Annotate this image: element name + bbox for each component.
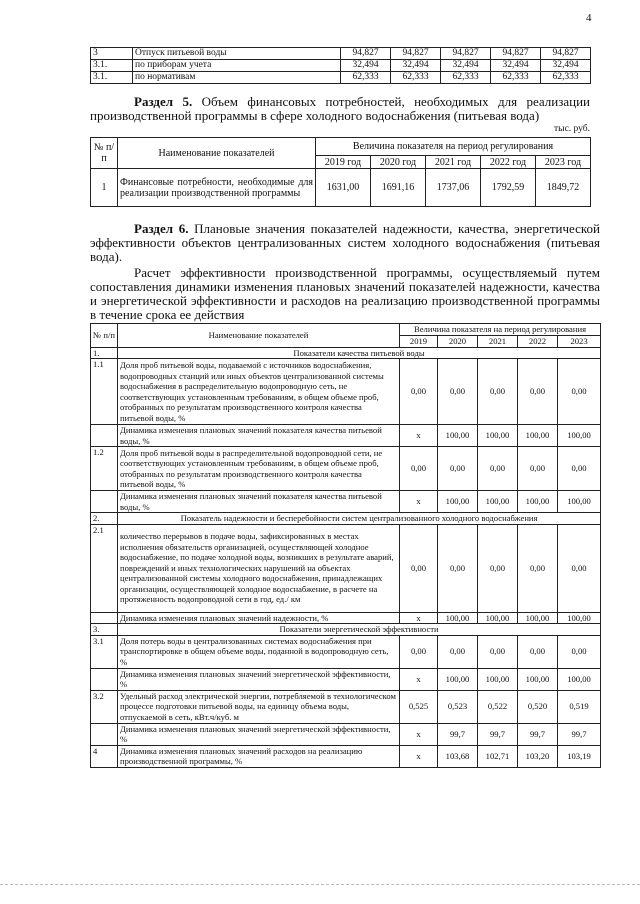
value-cell: 0,00: [400, 524, 438, 612]
section5-heading: Раздел 5. Объем финансовых потребностей, необходимых для реализации производственной программы в сфере холодного водоснабжения (питьевая вода): [90, 94, 590, 123]
row-num: [91, 612, 118, 624]
value-cell: 0,00: [558, 524, 601, 612]
table-row: [91, 635, 601, 668]
value-cell: 0,00: [400, 359, 438, 425]
section-title: Показатель надежности и бесперебойности систем централизованного холодного водоснабжения: [118, 513, 601, 525]
value-cell: 32,494: [491, 60, 541, 72]
table-row: [91, 359, 601, 425]
value-cell: 100,00: [438, 425, 478, 447]
row-name: Динамика изменения плановых значений показателя качества питьевой воды, %: [118, 425, 400, 447]
header-name: Наименование показателей: [118, 138, 316, 169]
section-row: [91, 513, 601, 525]
row-num: [91, 723, 118, 745]
table-row: [91, 668, 601, 690]
value-cell: 102,71: [478, 745, 518, 767]
value-cell: 100,00: [478, 491, 518, 513]
value-cell: 0,00: [518, 635, 558, 668]
row-num: 1.2: [91, 447, 118, 491]
value-cell: 0,519: [558, 690, 601, 723]
value-cell: 94,827: [341, 48, 391, 60]
header-num: № п/п: [91, 138, 118, 169]
value-cell: 0,522: [478, 690, 518, 723]
value-cell: 0,00: [558, 359, 601, 425]
row-num: 1: [91, 169, 118, 207]
value-cell: 1691,16: [371, 169, 426, 207]
table-row: [91, 612, 601, 624]
table-row: [91, 491, 601, 513]
row-name: Динамика изменения плановых значений показателя качества питьевой воды, %: [118, 491, 400, 513]
section-title: Показатели энергетической эффективности: [118, 624, 601, 636]
value-cell: 62,333: [341, 72, 391, 84]
row-name: Динамика изменения плановых значений надежности, %: [118, 612, 400, 624]
value-cell: 0,00: [558, 447, 601, 491]
value-cell: 0,00: [438, 359, 478, 425]
header-num: № п/п: [91, 324, 118, 348]
unit-label: тыс. руб.: [554, 124, 590, 134]
value-cell: 1631,00: [316, 169, 371, 207]
row-num: [91, 425, 118, 447]
value-cell: 100,00: [558, 668, 601, 690]
bottom-scan-edge: [0, 884, 640, 885]
row-name: по нормативам: [133, 72, 341, 84]
value-cell: 62,333: [541, 72, 591, 84]
row-name: Динамика изменения плановых значений энергетической эффективности, %: [118, 723, 400, 745]
table-row: [91, 447, 601, 491]
row-num: 4: [91, 745, 118, 767]
value-cell: 100,00: [478, 668, 518, 690]
row-num: [91, 668, 118, 690]
row-num: 3.1.: [91, 72, 133, 84]
value-cell: x: [400, 668, 438, 690]
value-cell: 94,827: [541, 48, 591, 60]
row-num: 1.1: [91, 359, 118, 425]
row-name: Доля потерь воды в централизованных системах водоснабжения при транспортировке в общем объеме воды, поданной в водопроводную сеть, %: [118, 635, 400, 668]
year-header: 2020 год: [371, 156, 426, 169]
value-cell: 100,00: [558, 612, 601, 624]
row-num: 3.1.: [91, 60, 133, 72]
year-header: 2019 год: [316, 156, 371, 169]
row-name: по приборам учета: [133, 60, 341, 72]
year-header: 2021 год: [426, 156, 481, 169]
page-number: 4: [586, 12, 592, 24]
value-cell: 0,00: [400, 635, 438, 668]
value-cell: 32,494: [391, 60, 441, 72]
value-cell: 103,19: [558, 745, 601, 767]
section-title: Показатели качества питьевой воды: [118, 347, 601, 359]
value-cell: 94,827: [391, 48, 441, 60]
value-cell: x: [400, 723, 438, 745]
value-cell: 32,494: [541, 60, 591, 72]
value-cell: 100,00: [558, 491, 601, 513]
value-cell: 100,00: [438, 491, 478, 513]
table-row: [91, 60, 591, 72]
table-row: [91, 745, 601, 767]
value-cell: x: [400, 425, 438, 447]
year-header: 2021: [478, 336, 518, 348]
value-cell: 0,00: [400, 447, 438, 491]
value-cell: 62,333: [441, 72, 491, 84]
row-name: Отпуск питьевой воды: [133, 48, 341, 60]
row-num: 3.2: [91, 690, 118, 723]
value-cell: 100,00: [518, 491, 558, 513]
row-num: [91, 491, 118, 513]
year-header: 2022 год: [481, 156, 536, 169]
value-cell: x: [400, 491, 438, 513]
value-cell: 100,00: [478, 425, 518, 447]
value-cell: 0,520: [518, 690, 558, 723]
year-header: 2023: [558, 336, 601, 348]
value-cell: 62,333: [491, 72, 541, 84]
section6-paragraph: Расчет эффективности производственной программы, осуществляемый путем сопоставления динамики изменения плановых значений показателей надежности, качества и энергетической эффективности и расходов на реализацию производственной программы в течение срока ее действия: [90, 265, 600, 322]
value-cell: 103,20: [518, 745, 558, 767]
value-cell: 103,68: [438, 745, 478, 767]
table-row: [91, 425, 601, 447]
value-cell: 0,00: [478, 447, 518, 491]
value-cell: 100,00: [438, 612, 478, 624]
table-row: [91, 524, 601, 612]
row-num: 3.1: [91, 635, 118, 668]
value-cell: 100,00: [518, 612, 558, 624]
value-cell: 99,7: [518, 723, 558, 745]
value-cell: 0,00: [518, 524, 558, 612]
value-cell: 0,00: [478, 359, 518, 425]
section-row: [91, 347, 601, 359]
value-cell: 99,7: [438, 723, 478, 745]
value-cell: 0,00: [438, 447, 478, 491]
value-cell: 0,525: [400, 690, 438, 723]
value-cell: 100,00: [518, 425, 558, 447]
value-cell: 100,00: [518, 668, 558, 690]
value-cell: 94,827: [441, 48, 491, 60]
row-name: Динамика изменения плановых значений энергетической эффективности, %: [118, 668, 400, 690]
value-cell: 0,00: [518, 447, 558, 491]
value-cell: 1792,59: [481, 169, 536, 207]
financial-needs-table: [90, 137, 591, 207]
value-cell: 100,00: [438, 668, 478, 690]
value-cell: 94,827: [491, 48, 541, 60]
value-cell: 0,00: [438, 524, 478, 612]
row-num: 2.: [91, 513, 118, 525]
row-num: 2.1: [91, 524, 118, 612]
value-cell: 32,494: [441, 60, 491, 72]
table-row: [91, 723, 601, 745]
year-header: 2023 год: [536, 156, 591, 169]
table-row: [91, 72, 591, 84]
year-header: 2022: [518, 336, 558, 348]
water-supply-table: [90, 47, 591, 84]
value-cell: x: [400, 745, 438, 767]
row-name: Динамика изменения плановых значений расходов на реализацию производственной программы, %: [118, 745, 400, 767]
row-num: 3.: [91, 624, 118, 636]
value-cell: 1737,06: [426, 169, 481, 207]
header-period: Величина показателя на период регулирования: [316, 138, 591, 156]
table-row: [91, 48, 591, 60]
value-cell: 99,7: [478, 723, 518, 745]
row-name: количество перерывов в подаче воды, зафиксированных в местах исполнения обязательств организацией, осуществляющей холодное водоснабжение, по подаче холодной воды, возникших в результате аварий, повреждений и иных технологических нарушений на объектах централизованной системы холодного водоснабжения, принадлежащих организации, осуществляющей холодное водоснабжение, в расчете на протяженность водопроводной сети в год, ед./ км: [118, 524, 400, 612]
value-cell: x: [400, 612, 438, 624]
value-cell: 62,333: [391, 72, 441, 84]
value-cell: 100,00: [478, 612, 518, 624]
year-header: 2019: [400, 336, 438, 348]
value-cell: 99,7: [558, 723, 601, 745]
row-name: Удельный расход электрической энергии, потребляемой в технологическом процессе подготовки питьевой воды, на единицу объема воды, отпускаемой в сеть, кВт.ч/куб. м: [118, 690, 400, 723]
value-cell: 0,00: [438, 635, 478, 668]
indicators-table: [90, 323, 601, 768]
row-name: Финансовые потребности, необходимые для реализации производственной программы: [118, 169, 316, 207]
table-row: [91, 690, 601, 723]
section6-heading: Раздел 6. Плановые значения показателей надежности, качества, энергетической эффективности объектов централизованных систем холодного водоснабжения (питьевая вода).: [90, 221, 601, 264]
row-num: 3: [91, 48, 133, 60]
value-cell: 0,00: [478, 524, 518, 612]
value-cell: 100,00: [558, 425, 601, 447]
section-row: [91, 624, 601, 636]
row-name: Доля проб питьевой воды в распределительной водопроводной сети, не соответствующих установленным требованиям, в общем объеме проб, отобранных по результатам производственного контроля качества питьевой воды, %: [118, 447, 400, 491]
value-cell: 0,00: [478, 635, 518, 668]
value-cell: 0,523: [438, 690, 478, 723]
row-num: 1.: [91, 347, 118, 359]
value-cell: 32,494: [341, 60, 391, 72]
header-period: Величина показателя на период регулирования: [400, 324, 601, 336]
value-cell: 0,00: [518, 359, 558, 425]
value-cell: 0,00: [558, 635, 601, 668]
row-name: Доля проб питьевой воды, подаваемой с источников водоснабжения, водопроводных станций или иных объектов централизованной системы водоснабжения в распределительную водопроводную сеть, не соответствующих установленным требованиям, в общем объеме проб, отобранных по результатам производственного контроля качества питьевой воды, %: [118, 359, 400, 425]
value-cell: 1849,72: [536, 169, 591, 207]
year-header: 2020: [438, 336, 478, 348]
header-name: Наименование показателей: [118, 324, 400, 348]
